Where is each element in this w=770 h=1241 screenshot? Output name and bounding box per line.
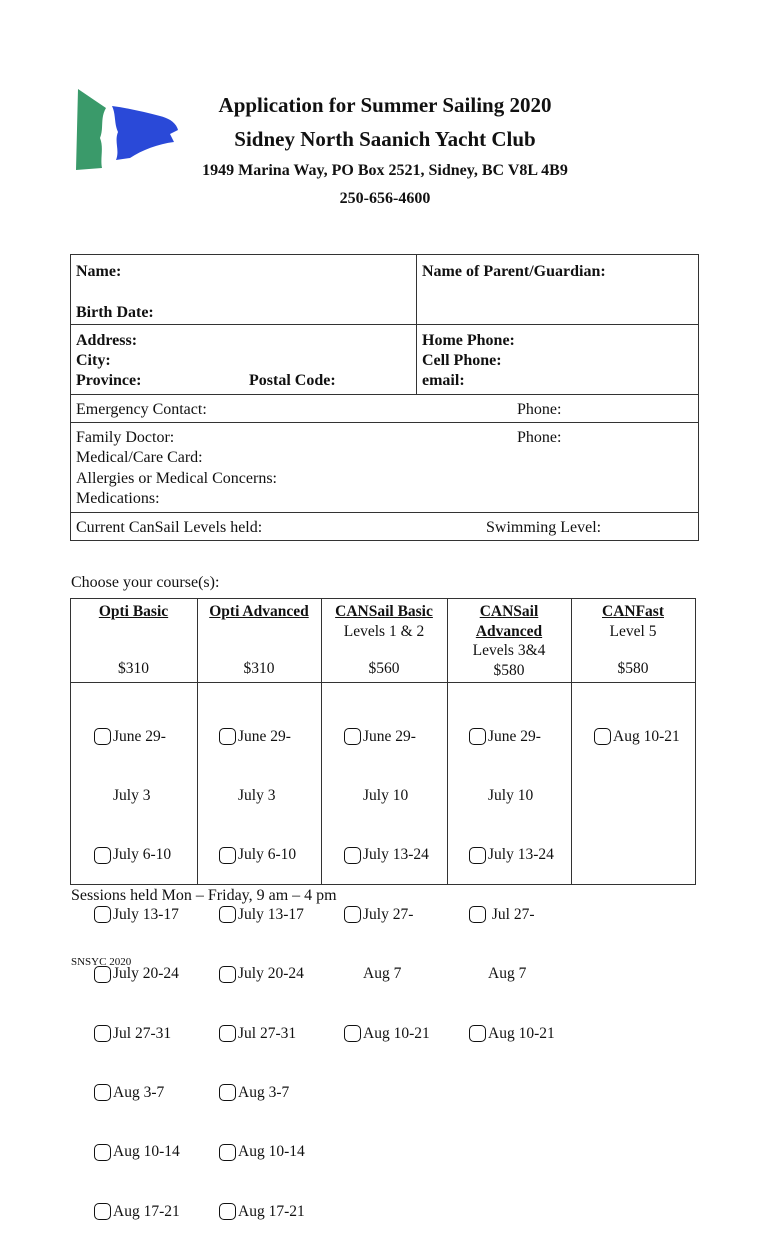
course-header-cansail-basic: CANSail Basic Levels 1 & 2	[335, 603, 433, 640]
price-cansail-basic: $560	[368, 660, 400, 677]
medical-card-field-label[interactable]: Medical/Care Card:	[76, 449, 203, 466]
checkbox[interactable]	[219, 966, 236, 983]
checkbox[interactable]	[94, 728, 111, 745]
course-header-cansail-advanced: CANSail Advanced Levels 3&4 $580	[472, 603, 546, 679]
sessions-note: Sessions held Mon – Friday, 9 am – 4 pm	[71, 887, 337, 904]
swimming-level-field-label[interactable]: Swimming Level:	[486, 519, 602, 536]
medications-field-label[interactable]: Medications:	[76, 490, 160, 507]
checkbox[interactable]	[469, 728, 486, 745]
club-phone: 250-656-4600	[339, 190, 431, 207]
club-name: Sidney North Saanich Yacht Club	[234, 127, 536, 151]
checkbox[interactable]	[219, 847, 236, 864]
checkbox[interactable]	[219, 1144, 236, 1161]
checkbox[interactable]	[469, 847, 486, 864]
checkbox[interactable]	[94, 906, 111, 923]
name-field-label[interactable]: Name:	[76, 263, 122, 280]
checkbox[interactable]	[344, 847, 361, 864]
checkbox[interactable]	[94, 966, 111, 983]
family-doctor-field-label[interactable]: Family Doctor:	[76, 429, 175, 446]
checkbox[interactable]	[344, 906, 361, 923]
options-canfast: Aug 10-21	[594, 687, 680, 766]
checkbox[interactable]	[94, 1025, 111, 1042]
price-opti-basic: $310	[118, 660, 149, 677]
allergies-field-label[interactable]: Allergies or Medical Concerns:	[76, 470, 277, 487]
club-address: 1949 Marina Way, PO Box 2521, Sidney, BC V8L 4B9	[202, 162, 568, 179]
footer-code: SNSYC 2020	[71, 956, 132, 968]
checkbox[interactable]	[344, 1025, 361, 1042]
cansail-levels-field-label[interactable]: Current CanSail Levels held:	[76, 519, 263, 536]
checkbox[interactable]	[219, 1203, 236, 1220]
birth-date-field-label[interactable]: Birth Date:	[76, 304, 154, 321]
checkbox[interactable]	[219, 728, 236, 745]
emergency-contact-field-label[interactable]: Emergency Contact:	[76, 401, 207, 418]
province-field-label[interactable]: Province:	[76, 372, 142, 389]
checkbox[interactable]	[594, 728, 611, 745]
doctor-phone-field-label[interactable]: Phone:	[517, 429, 562, 446]
checkbox[interactable]	[219, 906, 236, 923]
postal-code-field-label[interactable]: Postal Code:	[249, 372, 336, 389]
options-cansail-basic: June 29- July 10 July 13-24 July 27- Aug 7 Aug 10-21	[344, 687, 430, 1063]
checkbox[interactable]	[469, 906, 486, 923]
checkbox[interactable]	[94, 1144, 111, 1161]
checkbox[interactable]	[344, 728, 361, 745]
checkbox[interactable]	[94, 1203, 111, 1220]
options-opti-basic: June 29- July 3 July 6-10 July 13-17 July 20-24 Jul 27-31 Aug 3-7 Aug 10-14 Aug 17-21	[94, 687, 180, 1241]
checkbox[interactable]	[469, 1025, 486, 1042]
choose-courses-heading: Choose your course(s):	[71, 574, 220, 591]
emergency-phone-field-label[interactable]: Phone:	[517, 401, 562, 418]
course-header-opti-advanced: Opti Advanced	[209, 603, 309, 620]
price-canfast: $580	[617, 660, 649, 677]
checkbox[interactable]	[219, 1084, 236, 1101]
options-cansail-advanced: June 29- July 10 July 13-24 Jul 27- Aug 7 Aug 10-21	[469, 687, 555, 1063]
checkbox[interactable]	[94, 1084, 111, 1101]
checkbox[interactable]	[219, 1025, 236, 1042]
address-field-label[interactable]: Address:	[76, 332, 138, 349]
city-field-label[interactable]: City:	[76, 352, 111, 369]
parent-field-label[interactable]: Name of Parent/Guardian:	[422, 263, 606, 280]
course-header-canfast: CANFast Level 5	[602, 603, 664, 640]
email-field-label[interactable]: email:	[422, 372, 465, 389]
price-opti-advanced: $310	[243, 660, 275, 677]
cell-phone-field-label[interactable]: Cell Phone:	[422, 352, 502, 369]
home-phone-field-label[interactable]: Home Phone:	[422, 332, 515, 349]
checkbox[interactable]	[94, 847, 111, 864]
course-header-opti-basic: Opti Basic	[98, 603, 169, 620]
options-opti-advanced: June 29- July 3 July 6-10 July 13-17 July 20-24 Jul 27-31 Aug 3-7 Aug 10-14 Aug 17-21	[219, 687, 305, 1241]
page-title: Application for Summer Sailing 2020	[218, 93, 552, 117]
